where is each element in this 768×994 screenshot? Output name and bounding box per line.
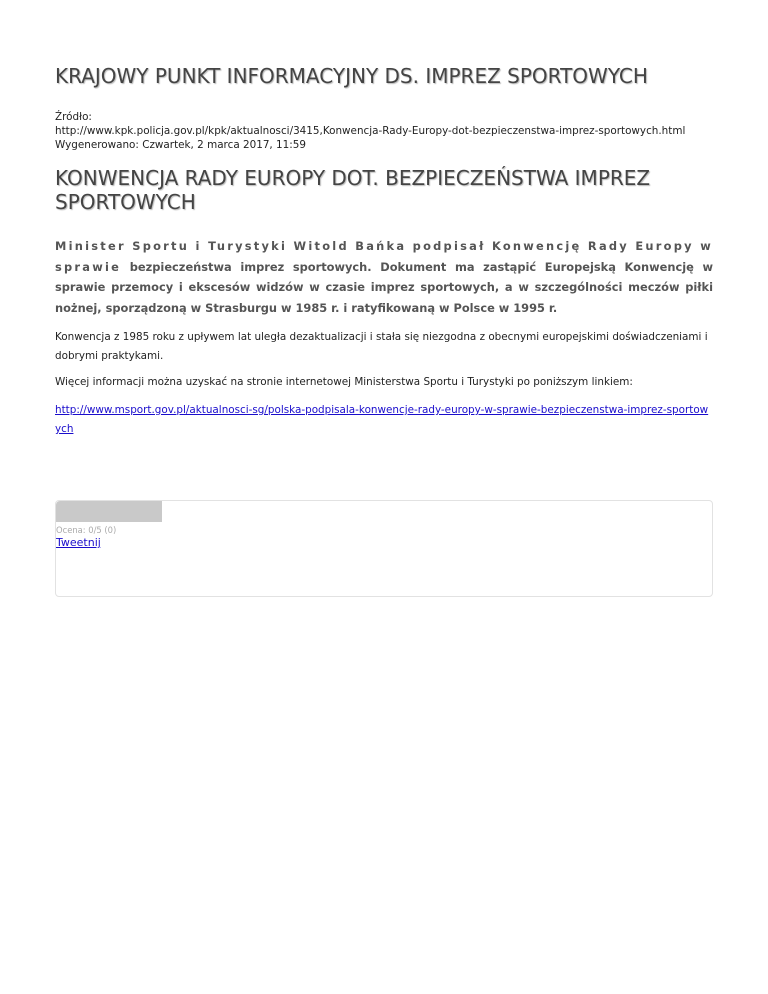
- article-title: KONWENCJA RADY EUROPY DOT. BEZPIECZEŃSTWA IMPREZ SPORTOWYCH: [55, 166, 651, 214]
- rating-bar[interactable]: [56, 501, 162, 522]
- article-lead: [55, 236, 713, 318]
- tweet-link[interactable]: Tweetnij: [56, 536, 101, 549]
- rating-text: Ocena: 0/5 (0): [56, 525, 117, 535]
- generated-date: Wygenerowano: Czwartek, 2 marca 2017, 11:59: [55, 139, 306, 151]
- article-lead-first-line: Minister Sportu i Turystyki Witold Bańka podpisał Konwencję Rady Europy w sprawie: [55, 239, 713, 274]
- article-paragraph-1: Konwencja z 1985 roku z upływem lat uległa dezaktualizacji i stała się niezgodna z obecnymi europejskimi doświadczeniami i dobrymi praktykami.: [55, 331, 708, 362]
- article-paragraph-2: Więcej informacji można uzyskać na stronie internetowej Ministerstwa Sportu i Turystyki po poniższym linkiem:: [55, 376, 633, 388]
- article-lead-rest: bezpieczeństwa imprez sportowych. Dokument ma zastąpić Europejską Konwencję w sprawie przemocy i ekscesów widzów w czasie imprez sportowych, a w szczególności meczów piłki nożnej, sporządzoną w Strasburgu w 1985 r. i ratyfikowaną w Polsce w 1995 r.: [55, 259, 713, 315]
- article-link-paragraph: [55, 401, 713, 439]
- source-url: http://www.kpk.policja.gov.pl/kpk/aktualnosci/3415,Konwencja-Rady-Europy-dot-bezpieczenstwa-imprez-sportowych.html: [55, 125, 686, 137]
- rating-box: [55, 500, 713, 597]
- document-meta: [55, 110, 685, 152]
- source-label: Źródło:: [55, 111, 92, 123]
- site-title: KRAJOWY PUNKT INFORMACYJNY DS. IMPREZ SPORTOWYCH: [55, 64, 648, 88]
- msport-link[interactable]: http://www.msport.gov.pl/aktualnosci-sg/polska-podpisala-konwencje-rady-europy-w-sprawie-bezpieczenstwa-imprez-sportowych: [55, 404, 709, 435]
